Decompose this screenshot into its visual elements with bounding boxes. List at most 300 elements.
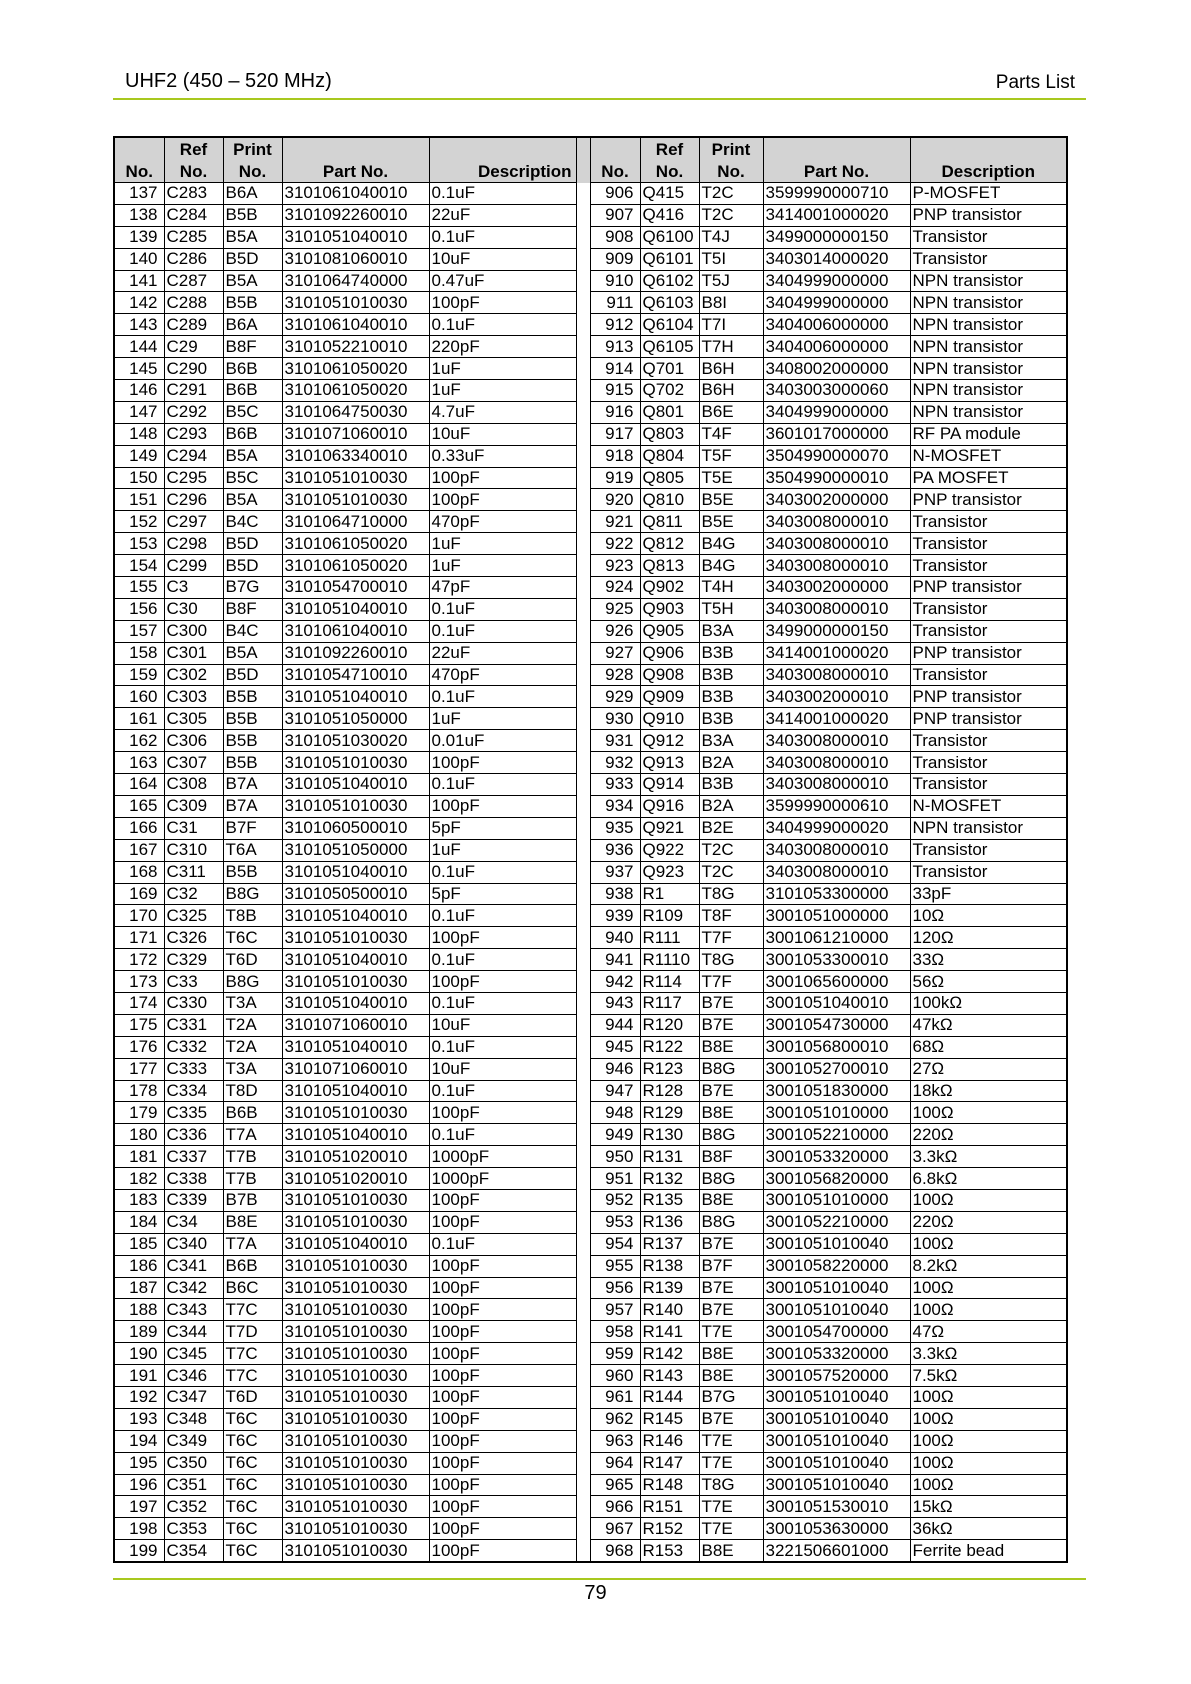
cell-desc: 100pF bbox=[429, 1452, 576, 1474]
cell-ref: R109 bbox=[640, 905, 699, 927]
cell-no: 188 bbox=[114, 1299, 164, 1321]
cell-print: B5B bbox=[223, 204, 282, 226]
cell-no: 963 bbox=[590, 1430, 640, 1452]
cell-part: 3101051010030 bbox=[282, 752, 429, 774]
cell-print: B6B bbox=[223, 1255, 282, 1277]
cell-desc: 100Ω bbox=[910, 1386, 1067, 1408]
cell-ref: C288 bbox=[164, 292, 223, 314]
cell-part: 3101051030020 bbox=[282, 730, 429, 752]
cell-desc: PNP transistor bbox=[910, 577, 1067, 599]
table-row bbox=[114, 204, 1067, 226]
cell-desc: PNP transistor bbox=[910, 204, 1067, 226]
cell-ref: C339 bbox=[164, 1189, 223, 1211]
column-gap bbox=[576, 1189, 590, 1211]
cell-print: T6C bbox=[223, 1496, 282, 1518]
table-row bbox=[114, 401, 1067, 423]
cell-print: B6B bbox=[223, 1102, 282, 1124]
cell-ref: C3 bbox=[164, 577, 223, 599]
cell-no: 962 bbox=[590, 1408, 640, 1430]
cell-no: 948 bbox=[590, 1102, 640, 1124]
column-gap bbox=[576, 160, 590, 183]
cell-part: 3404999000000 bbox=[763, 270, 910, 292]
cell-print: B6A bbox=[223, 314, 282, 336]
cell-part: 3001052700010 bbox=[763, 1058, 910, 1080]
cell-part: 3001054700000 bbox=[763, 1321, 910, 1343]
cell-desc: 10uF bbox=[429, 1014, 576, 1036]
cell-part: 3101051010030 bbox=[282, 1474, 429, 1496]
cell-part: 3404006000000 bbox=[763, 336, 910, 358]
column-gap bbox=[576, 664, 590, 686]
cell-part: 3101051040010 bbox=[282, 686, 429, 708]
cell-ref: C295 bbox=[164, 467, 223, 489]
cell-desc: 100Ω bbox=[910, 1452, 1067, 1474]
cell-desc: Transistor bbox=[910, 555, 1067, 577]
cell-ref: Q6101 bbox=[640, 248, 699, 270]
cell-part: 3408002000000 bbox=[763, 358, 910, 380]
col-ref-top: Ref bbox=[164, 137, 223, 160]
cell-ref: R146 bbox=[640, 1430, 699, 1452]
cell-desc: 0.1uF bbox=[429, 314, 576, 336]
cell-ref: C329 bbox=[164, 949, 223, 971]
cell-part: 3504990000010 bbox=[763, 467, 910, 489]
cell-part: 3101061050020 bbox=[282, 533, 429, 555]
cell-ref: C300 bbox=[164, 620, 223, 642]
cell-ref: Q813 bbox=[640, 555, 699, 577]
cell-part: 3101051010030 bbox=[282, 1255, 429, 1277]
cell-part: 3101061040010 bbox=[282, 620, 429, 642]
cell-print: T6D bbox=[223, 949, 282, 971]
cell-no: 934 bbox=[590, 795, 640, 817]
col-ref: No. bbox=[164, 160, 223, 183]
table-row bbox=[114, 314, 1067, 336]
cell-no: 933 bbox=[590, 774, 640, 796]
cell-part: 3101064740000 bbox=[282, 270, 429, 292]
cell-print: B2E bbox=[699, 817, 763, 839]
cell-ref: R117 bbox=[640, 992, 699, 1014]
cell-desc: Transistor bbox=[910, 752, 1067, 774]
cell-part: 3001051010040 bbox=[763, 1430, 910, 1452]
column-gap bbox=[576, 1430, 590, 1452]
table-row bbox=[114, 664, 1067, 686]
cell-desc: 0.1uF bbox=[429, 686, 576, 708]
cell-part: 3101064710000 bbox=[282, 511, 429, 533]
cell-no: 160 bbox=[114, 686, 164, 708]
cell-part: 3001051010040 bbox=[763, 1277, 910, 1299]
cell-print: T4F bbox=[699, 423, 763, 445]
cell-no: 909 bbox=[590, 248, 640, 270]
cell-desc: 68Ω bbox=[910, 1036, 1067, 1058]
cell-desc: 27Ω bbox=[910, 1058, 1067, 1080]
cell-no: 140 bbox=[114, 248, 164, 270]
cell-part: 3403008000010 bbox=[763, 511, 910, 533]
cell-no: 960 bbox=[590, 1365, 640, 1387]
cell-print: B7B bbox=[223, 1189, 282, 1211]
column-gap bbox=[576, 423, 590, 445]
cell-part: 3101051010030 bbox=[282, 489, 429, 511]
col-desc-top bbox=[429, 137, 576, 160]
table-row bbox=[114, 423, 1067, 445]
cell-part: 3101071060010 bbox=[282, 1058, 429, 1080]
column-gap bbox=[576, 270, 590, 292]
cell-no: 949 bbox=[590, 1124, 640, 1146]
cell-print: B8E bbox=[223, 1211, 282, 1233]
column-gap bbox=[576, 795, 590, 817]
cell-desc: 10uF bbox=[429, 248, 576, 270]
cell-part: 3101081060010 bbox=[282, 248, 429, 270]
cell-print: B3B bbox=[699, 686, 763, 708]
cell-part: 3101064750030 bbox=[282, 401, 429, 423]
cell-ref: C30 bbox=[164, 598, 223, 620]
cell-part: 3601017000000 bbox=[763, 423, 910, 445]
cell-desc: 0.1uF bbox=[429, 598, 576, 620]
table-row bbox=[114, 1430, 1067, 1452]
cell-ref: R136 bbox=[640, 1211, 699, 1233]
cell-desc: 100Ω bbox=[910, 1474, 1067, 1496]
cell-desc: Transistor bbox=[910, 511, 1067, 533]
cell-part: 3001053320000 bbox=[763, 1343, 910, 1365]
cell-print: T8G bbox=[699, 883, 763, 905]
cell-no: 144 bbox=[114, 336, 164, 358]
cell-ref: Q6105 bbox=[640, 336, 699, 358]
cell-ref: Q922 bbox=[640, 839, 699, 861]
cell-desc: Ferrite bead bbox=[910, 1540, 1067, 1562]
cell-no: 143 bbox=[114, 314, 164, 336]
cell-print: T6C bbox=[223, 1540, 282, 1562]
cell-ref: R1110 bbox=[640, 949, 699, 971]
cell-print: B7E bbox=[699, 1408, 763, 1430]
cell-no: 935 bbox=[590, 817, 640, 839]
cell-desc: 7.5kΩ bbox=[910, 1365, 1067, 1387]
cell-no: 929 bbox=[590, 686, 640, 708]
cell-no: 164 bbox=[114, 774, 164, 796]
cell-part: 3001051040010 bbox=[763, 992, 910, 1014]
cell-no: 928 bbox=[590, 664, 640, 686]
table-row bbox=[114, 774, 1067, 796]
cell-ref: Q912 bbox=[640, 730, 699, 752]
cell-no: 961 bbox=[590, 1386, 640, 1408]
cell-part: 3101063340010 bbox=[282, 445, 429, 467]
cell-part: 3001056800010 bbox=[763, 1036, 910, 1058]
cell-ref: R148 bbox=[640, 1474, 699, 1496]
cell-desc: 0.1uF bbox=[429, 774, 576, 796]
table-row bbox=[114, 817, 1067, 839]
cell-no: 142 bbox=[114, 292, 164, 314]
cell-desc: Transistor bbox=[910, 730, 1067, 752]
cell-ref: C348 bbox=[164, 1408, 223, 1430]
cell-no: 911 bbox=[590, 292, 640, 314]
table-row bbox=[114, 1058, 1067, 1080]
cell-print: T7B bbox=[223, 1146, 282, 1168]
cell-part: 3101051010030 bbox=[282, 971, 429, 993]
cell-ref: Q701 bbox=[640, 358, 699, 380]
cell-ref: C311 bbox=[164, 861, 223, 883]
cell-ref: C289 bbox=[164, 314, 223, 336]
cell-desc: Transistor bbox=[910, 620, 1067, 642]
cell-desc: 100pF bbox=[429, 1299, 576, 1321]
cell-ref: C284 bbox=[164, 204, 223, 226]
cell-part: 3101051040010 bbox=[282, 1036, 429, 1058]
cell-print: T7F bbox=[699, 971, 763, 993]
cell-print: B8F bbox=[699, 1146, 763, 1168]
cell-print: B5B bbox=[223, 686, 282, 708]
cell-print: B5A bbox=[223, 642, 282, 664]
footer-rule bbox=[113, 1578, 1086, 1580]
cell-no: 139 bbox=[114, 226, 164, 248]
table-row bbox=[114, 1036, 1067, 1058]
column-gap bbox=[576, 1124, 590, 1146]
cell-part: 3414001000020 bbox=[763, 708, 910, 730]
cell-no: 930 bbox=[590, 708, 640, 730]
cell-no: 141 bbox=[114, 270, 164, 292]
cell-desc: PNP transistor bbox=[910, 708, 1067, 730]
cell-part: 3101051010030 bbox=[282, 795, 429, 817]
cell-desc: 470pF bbox=[429, 511, 576, 533]
column-gap bbox=[576, 577, 590, 599]
cell-part: 3101051040010 bbox=[282, 992, 429, 1014]
cell-desc: NPN transistor bbox=[910, 314, 1067, 336]
column-gap bbox=[576, 817, 590, 839]
cell-desc: 36kΩ bbox=[910, 1518, 1067, 1540]
cell-desc: 100pF bbox=[429, 1474, 576, 1496]
cell-ref: C306 bbox=[164, 730, 223, 752]
cell-print: T5E bbox=[699, 467, 763, 489]
table-row bbox=[114, 1102, 1067, 1124]
column-gap bbox=[576, 1408, 590, 1430]
cell-ref: Q906 bbox=[640, 642, 699, 664]
cell-ref: C308 bbox=[164, 774, 223, 796]
cell-desc: Transistor bbox=[910, 664, 1067, 686]
cell-part: 3001051010040 bbox=[763, 1386, 910, 1408]
table-row bbox=[114, 1014, 1067, 1036]
cell-desc: P-MOSFET bbox=[910, 183, 1067, 205]
cell-ref: C352 bbox=[164, 1496, 223, 1518]
col-ref-top-r: Ref bbox=[640, 137, 699, 160]
cell-desc: 100pF bbox=[429, 1430, 576, 1452]
cell-print: T2C bbox=[699, 861, 763, 883]
cell-no: 925 bbox=[590, 598, 640, 620]
cell-desc: 47kΩ bbox=[910, 1014, 1067, 1036]
cell-ref: Q902 bbox=[640, 577, 699, 599]
cell-print: T4J bbox=[699, 226, 763, 248]
table-row bbox=[114, 270, 1067, 292]
cell-part: 3403008000010 bbox=[763, 555, 910, 577]
document-title: UHF2 (450 – 520 MHz) bbox=[125, 70, 332, 92]
cell-no: 190 bbox=[114, 1343, 164, 1365]
column-gap bbox=[576, 1211, 590, 1233]
cell-no: 942 bbox=[590, 971, 640, 993]
cell-ref: C287 bbox=[164, 270, 223, 292]
cell-no: 182 bbox=[114, 1168, 164, 1190]
cell-desc: 15kΩ bbox=[910, 1496, 1067, 1518]
cell-part: 3001051010040 bbox=[763, 1233, 910, 1255]
cell-desc: NPN transistor bbox=[910, 336, 1067, 358]
cell-ref: R139 bbox=[640, 1277, 699, 1299]
cell-desc: NPN transistor bbox=[910, 358, 1067, 380]
cell-part: 3101051010030 bbox=[282, 1452, 429, 1474]
cell-ref: Q811 bbox=[640, 511, 699, 533]
cell-print: B7A bbox=[223, 795, 282, 817]
cell-part: 3504990000070 bbox=[763, 445, 910, 467]
cell-no: 177 bbox=[114, 1058, 164, 1080]
cell-part: 3403008000010 bbox=[763, 533, 910, 555]
cell-print: B6B bbox=[223, 423, 282, 445]
cell-ref: R123 bbox=[640, 1058, 699, 1080]
cell-desc: 4.7uF bbox=[429, 401, 576, 423]
table-row bbox=[114, 1233, 1067, 1255]
cell-ref: C340 bbox=[164, 1233, 223, 1255]
cell-ref: R142 bbox=[640, 1343, 699, 1365]
table-row bbox=[114, 533, 1067, 555]
cell-desc: 0.1uF bbox=[429, 1036, 576, 1058]
cell-desc: 220Ω bbox=[910, 1211, 1067, 1233]
cell-no: 968 bbox=[590, 1540, 640, 1562]
cell-ref: C307 bbox=[164, 752, 223, 774]
cell-ref: C343 bbox=[164, 1299, 223, 1321]
cell-no: 192 bbox=[114, 1386, 164, 1408]
cell-no: 921 bbox=[590, 511, 640, 533]
cell-print: T7E bbox=[699, 1496, 763, 1518]
column-gap bbox=[576, 1014, 590, 1036]
cell-desc: 10uF bbox=[429, 423, 576, 445]
cell-ref: C302 bbox=[164, 664, 223, 686]
cell-no: 912 bbox=[590, 314, 640, 336]
cell-print: B8G bbox=[223, 971, 282, 993]
cell-ref: C347 bbox=[164, 1386, 223, 1408]
cell-print: B4C bbox=[223, 511, 282, 533]
cell-print: B8E bbox=[699, 1343, 763, 1365]
cell-desc: 100pF bbox=[429, 489, 576, 511]
cell-part: 3001052210000 bbox=[763, 1211, 910, 1233]
table-row bbox=[114, 1343, 1067, 1365]
column-gap bbox=[576, 752, 590, 774]
col-part-r: Part No. bbox=[763, 160, 910, 183]
cell-print: B8F bbox=[223, 336, 282, 358]
cell-part: 3101053300000 bbox=[763, 883, 910, 905]
cell-ref: Q909 bbox=[640, 686, 699, 708]
cell-desc: 100Ω bbox=[910, 1430, 1067, 1452]
cell-ref: R141 bbox=[640, 1321, 699, 1343]
cell-print: B7E bbox=[699, 1299, 763, 1321]
cell-print: B4C bbox=[223, 620, 282, 642]
col-print: No. bbox=[223, 160, 282, 183]
cell-print: B8G bbox=[699, 1124, 763, 1146]
column-gap bbox=[576, 467, 590, 489]
cell-print: T2C bbox=[699, 839, 763, 861]
cell-part: 3101071060010 bbox=[282, 423, 429, 445]
table-row bbox=[114, 226, 1067, 248]
column-gap bbox=[576, 992, 590, 1014]
cell-part: 3101051050000 bbox=[282, 708, 429, 730]
cell-print: T7C bbox=[223, 1365, 282, 1387]
cell-part: 3001058220000 bbox=[763, 1255, 910, 1277]
cell-desc: 100Ω bbox=[910, 1299, 1067, 1321]
column-gap bbox=[576, 1058, 590, 1080]
cell-ref: R147 bbox=[640, 1452, 699, 1474]
column-gap bbox=[576, 1146, 590, 1168]
cell-desc: PA MOSFET bbox=[910, 467, 1067, 489]
cell-print: T4H bbox=[699, 577, 763, 599]
cell-desc: PNP transistor bbox=[910, 642, 1067, 664]
cell-no: 947 bbox=[590, 1080, 640, 1102]
cell-ref: Q810 bbox=[640, 489, 699, 511]
cell-part: 3404006000000 bbox=[763, 314, 910, 336]
cell-print: B5D bbox=[223, 664, 282, 686]
cell-print: T5J bbox=[699, 270, 763, 292]
cell-ref: C350 bbox=[164, 1452, 223, 1474]
cell-no: 906 bbox=[590, 183, 640, 205]
cell-desc: 100pF bbox=[429, 1102, 576, 1124]
cell-desc: NPN transistor bbox=[910, 380, 1067, 402]
cell-part: 3001051530010 bbox=[763, 1496, 910, 1518]
cell-print: B8I bbox=[699, 292, 763, 314]
table-row bbox=[114, 489, 1067, 511]
column-gap bbox=[576, 401, 590, 423]
cell-ref: C342 bbox=[164, 1277, 223, 1299]
col-desc-top-r bbox=[910, 137, 1067, 160]
cell-ref: R145 bbox=[640, 1408, 699, 1430]
table-row bbox=[114, 883, 1067, 905]
cell-ref: Q903 bbox=[640, 598, 699, 620]
cell-no: 940 bbox=[590, 927, 640, 949]
table-row bbox=[114, 752, 1067, 774]
table-row bbox=[114, 1255, 1067, 1277]
column-gap bbox=[576, 555, 590, 577]
table-row bbox=[114, 708, 1067, 730]
col-print-top-r: Print bbox=[699, 137, 763, 160]
cell-part: 3001051000000 bbox=[763, 905, 910, 927]
header-rule bbox=[113, 98, 1086, 100]
cell-part: 3101051020010 bbox=[282, 1146, 429, 1168]
cell-part: 3101051010030 bbox=[282, 1540, 429, 1562]
cell-print: B7E bbox=[699, 1277, 763, 1299]
table-row bbox=[114, 795, 1067, 817]
cell-part: 3001051010040 bbox=[763, 1474, 910, 1496]
cell-desc: 100pF bbox=[429, 971, 576, 993]
cell-no: 163 bbox=[114, 752, 164, 774]
cell-desc: 100pF bbox=[429, 1321, 576, 1343]
cell-part: 3001053630000 bbox=[763, 1518, 910, 1540]
column-gap bbox=[576, 1102, 590, 1124]
cell-ref: C291 bbox=[164, 380, 223, 402]
cell-desc: 100pF bbox=[429, 1365, 576, 1387]
cell-ref: Q801 bbox=[640, 401, 699, 423]
cell-ref: R129 bbox=[640, 1102, 699, 1124]
cell-part: 3101092260010 bbox=[282, 204, 429, 226]
cell-no: 907 bbox=[590, 204, 640, 226]
cell-print: T7F bbox=[699, 927, 763, 949]
cell-part: 3414001000020 bbox=[763, 204, 910, 226]
col-print-top: Print bbox=[223, 137, 282, 160]
table-row bbox=[114, 1189, 1067, 1211]
cell-desc: 100pF bbox=[429, 1386, 576, 1408]
cell-part: 3599990000710 bbox=[763, 183, 910, 205]
table-row bbox=[114, 730, 1067, 752]
cell-part: 3101051010030 bbox=[282, 1343, 429, 1365]
cell-desc: 22uF bbox=[429, 204, 576, 226]
cell-part: 3001051010040 bbox=[763, 1299, 910, 1321]
cell-print: T8B bbox=[223, 905, 282, 927]
cell-no: 916 bbox=[590, 401, 640, 423]
cell-ref: R144 bbox=[640, 1386, 699, 1408]
cell-desc: Transistor bbox=[910, 533, 1067, 555]
cell-ref: C299 bbox=[164, 555, 223, 577]
table-row bbox=[114, 1365, 1067, 1387]
cell-desc: 5pF bbox=[429, 883, 576, 905]
table-row bbox=[114, 971, 1067, 993]
cell-part: 3101071060010 bbox=[282, 1014, 429, 1036]
cell-ref: C286 bbox=[164, 248, 223, 270]
table-row bbox=[114, 555, 1067, 577]
